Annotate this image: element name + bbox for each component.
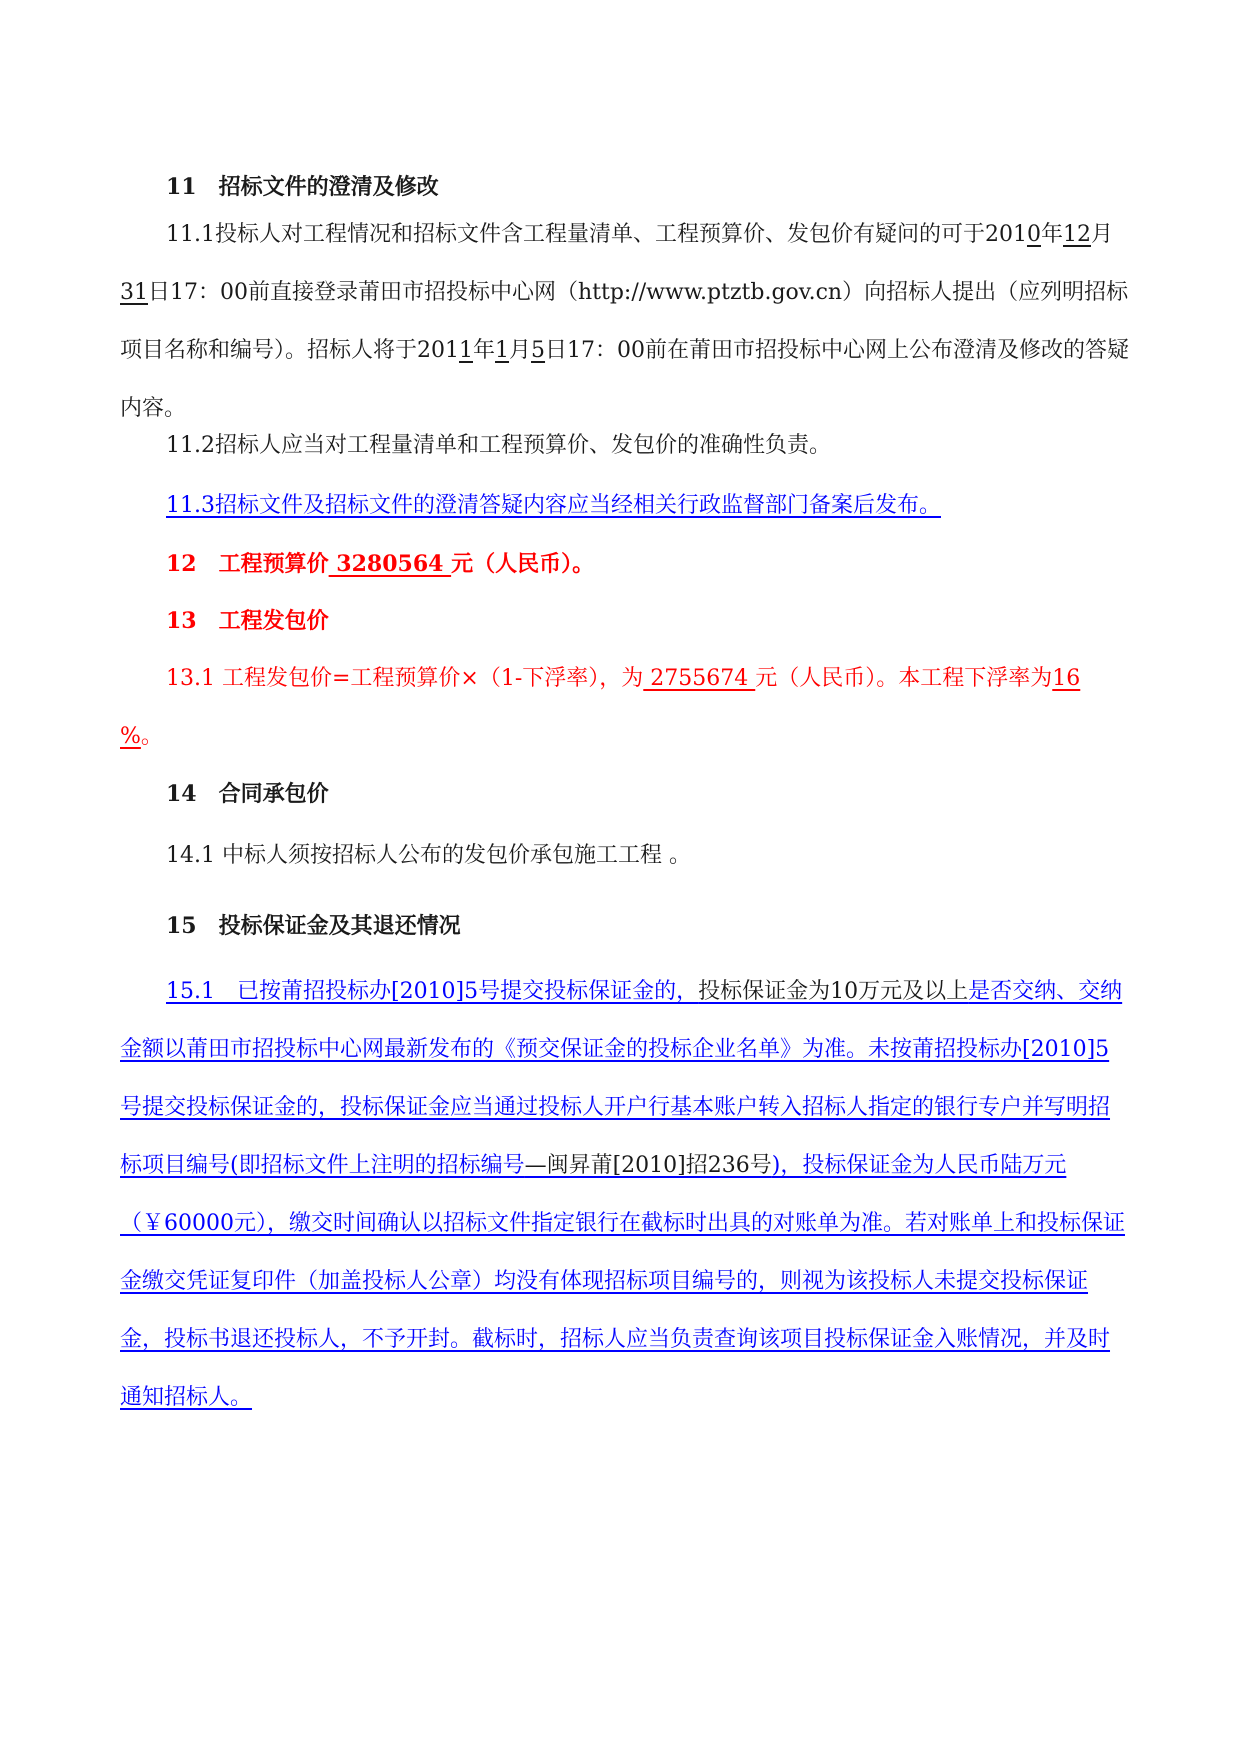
section-11-3-paragraph: 11.3招标文件及招标文件的澄清答疑内容应当经相关行政监督部门备案后发布。 [166,493,941,518]
year-digit-underlined: 0 [1026,222,1041,247]
deposit-threshold-text: 投标保证金为10万元及以上 [698,979,969,1004]
section-15-heading: 15 投标保证金及其退还情况 [166,913,461,939]
contract-price-amount: 2755674 [643,666,756,691]
section-13-1-paragraph: 13.1 工程发包价=工程预算价×（1-下浮率），为 2755674 元（人民币）。本工程下浮率为16 %。 [120,666,1081,749]
month2-underlined: 1 [495,338,510,363]
section-11-2-paragraph: 11.2招标人应当对工程量清单和工程预算价、发包价的准确性负责。 [166,433,831,458]
tender-number-text: —闽昇莆[2010]招236号 [524,1153,772,1178]
section-11-heading: 11 招标文件的澄清及修改 [166,174,439,200]
discount-rate: 16 % [120,666,1081,749]
section-15-1-paragraph: 15.1 已按莆招投标办[2010]5号提交投标保证金的，投标保证金为10万元及以上是否交纳、交纳金额以莆田市招投标中心网最新发布的《预交保证金的投标企业名单》为准。未按莆招投标办[2010]5号提交投标保证金的，投标保证金应当通过投标人开户行基本账户转入招标人指定的银行专户并写明招标项目编号(即招标文件上注明的招标编号—闽昇莆[2010]招236号)，投标保证金为人民币陆万元（￥60000元），缴交时间确认以招标文件指定银行在截标时出具的对账单为准。若对账单上和投标保证金缴交凭证复印件（加盖投标人公章）均没有体现招标项目编号的，则视为该投标人未提交投标保证金，投标书退还投标人，不予开封。截标时，招标人应当负责查询该项目投标保证金入账情况，并及时通知招标人。 [120,979,1125,1410]
year2-digit-underlined: 1 [459,338,473,363]
section-12-budget-price: 12 工程预算价 3280564 元（人民币）。 [166,551,595,577]
section-11-1-paragraph: 11.1投标人对工程情况和招标文件含工程量清单、工程预算价、发包价有疑问的可于2010年12月31日17：00前直接登录莆田市招投标中心网（http://www.ptztb.gov.cn）向招标人提出（应列明招标项目名称和编号）。招标人将于2011年1月5日17：00前在莆田市招投标中心网上公布澄清及修改的答疑内容。 [120,222,1130,421]
month-underlined: 12 [1063,222,1091,247]
budget-amount: 3280564 [328,551,452,577]
section-13-heading: 13 工程发包价 [166,608,329,634]
day-underlined: 31 [120,280,148,305]
day2-underlined: 5 [531,338,546,363]
section-14-1-paragraph: 14.1 中标人须按招标人公布的发包价承包施工工程 。 [166,843,691,868]
section-14-heading: 14 合同承包价 [166,781,329,807]
